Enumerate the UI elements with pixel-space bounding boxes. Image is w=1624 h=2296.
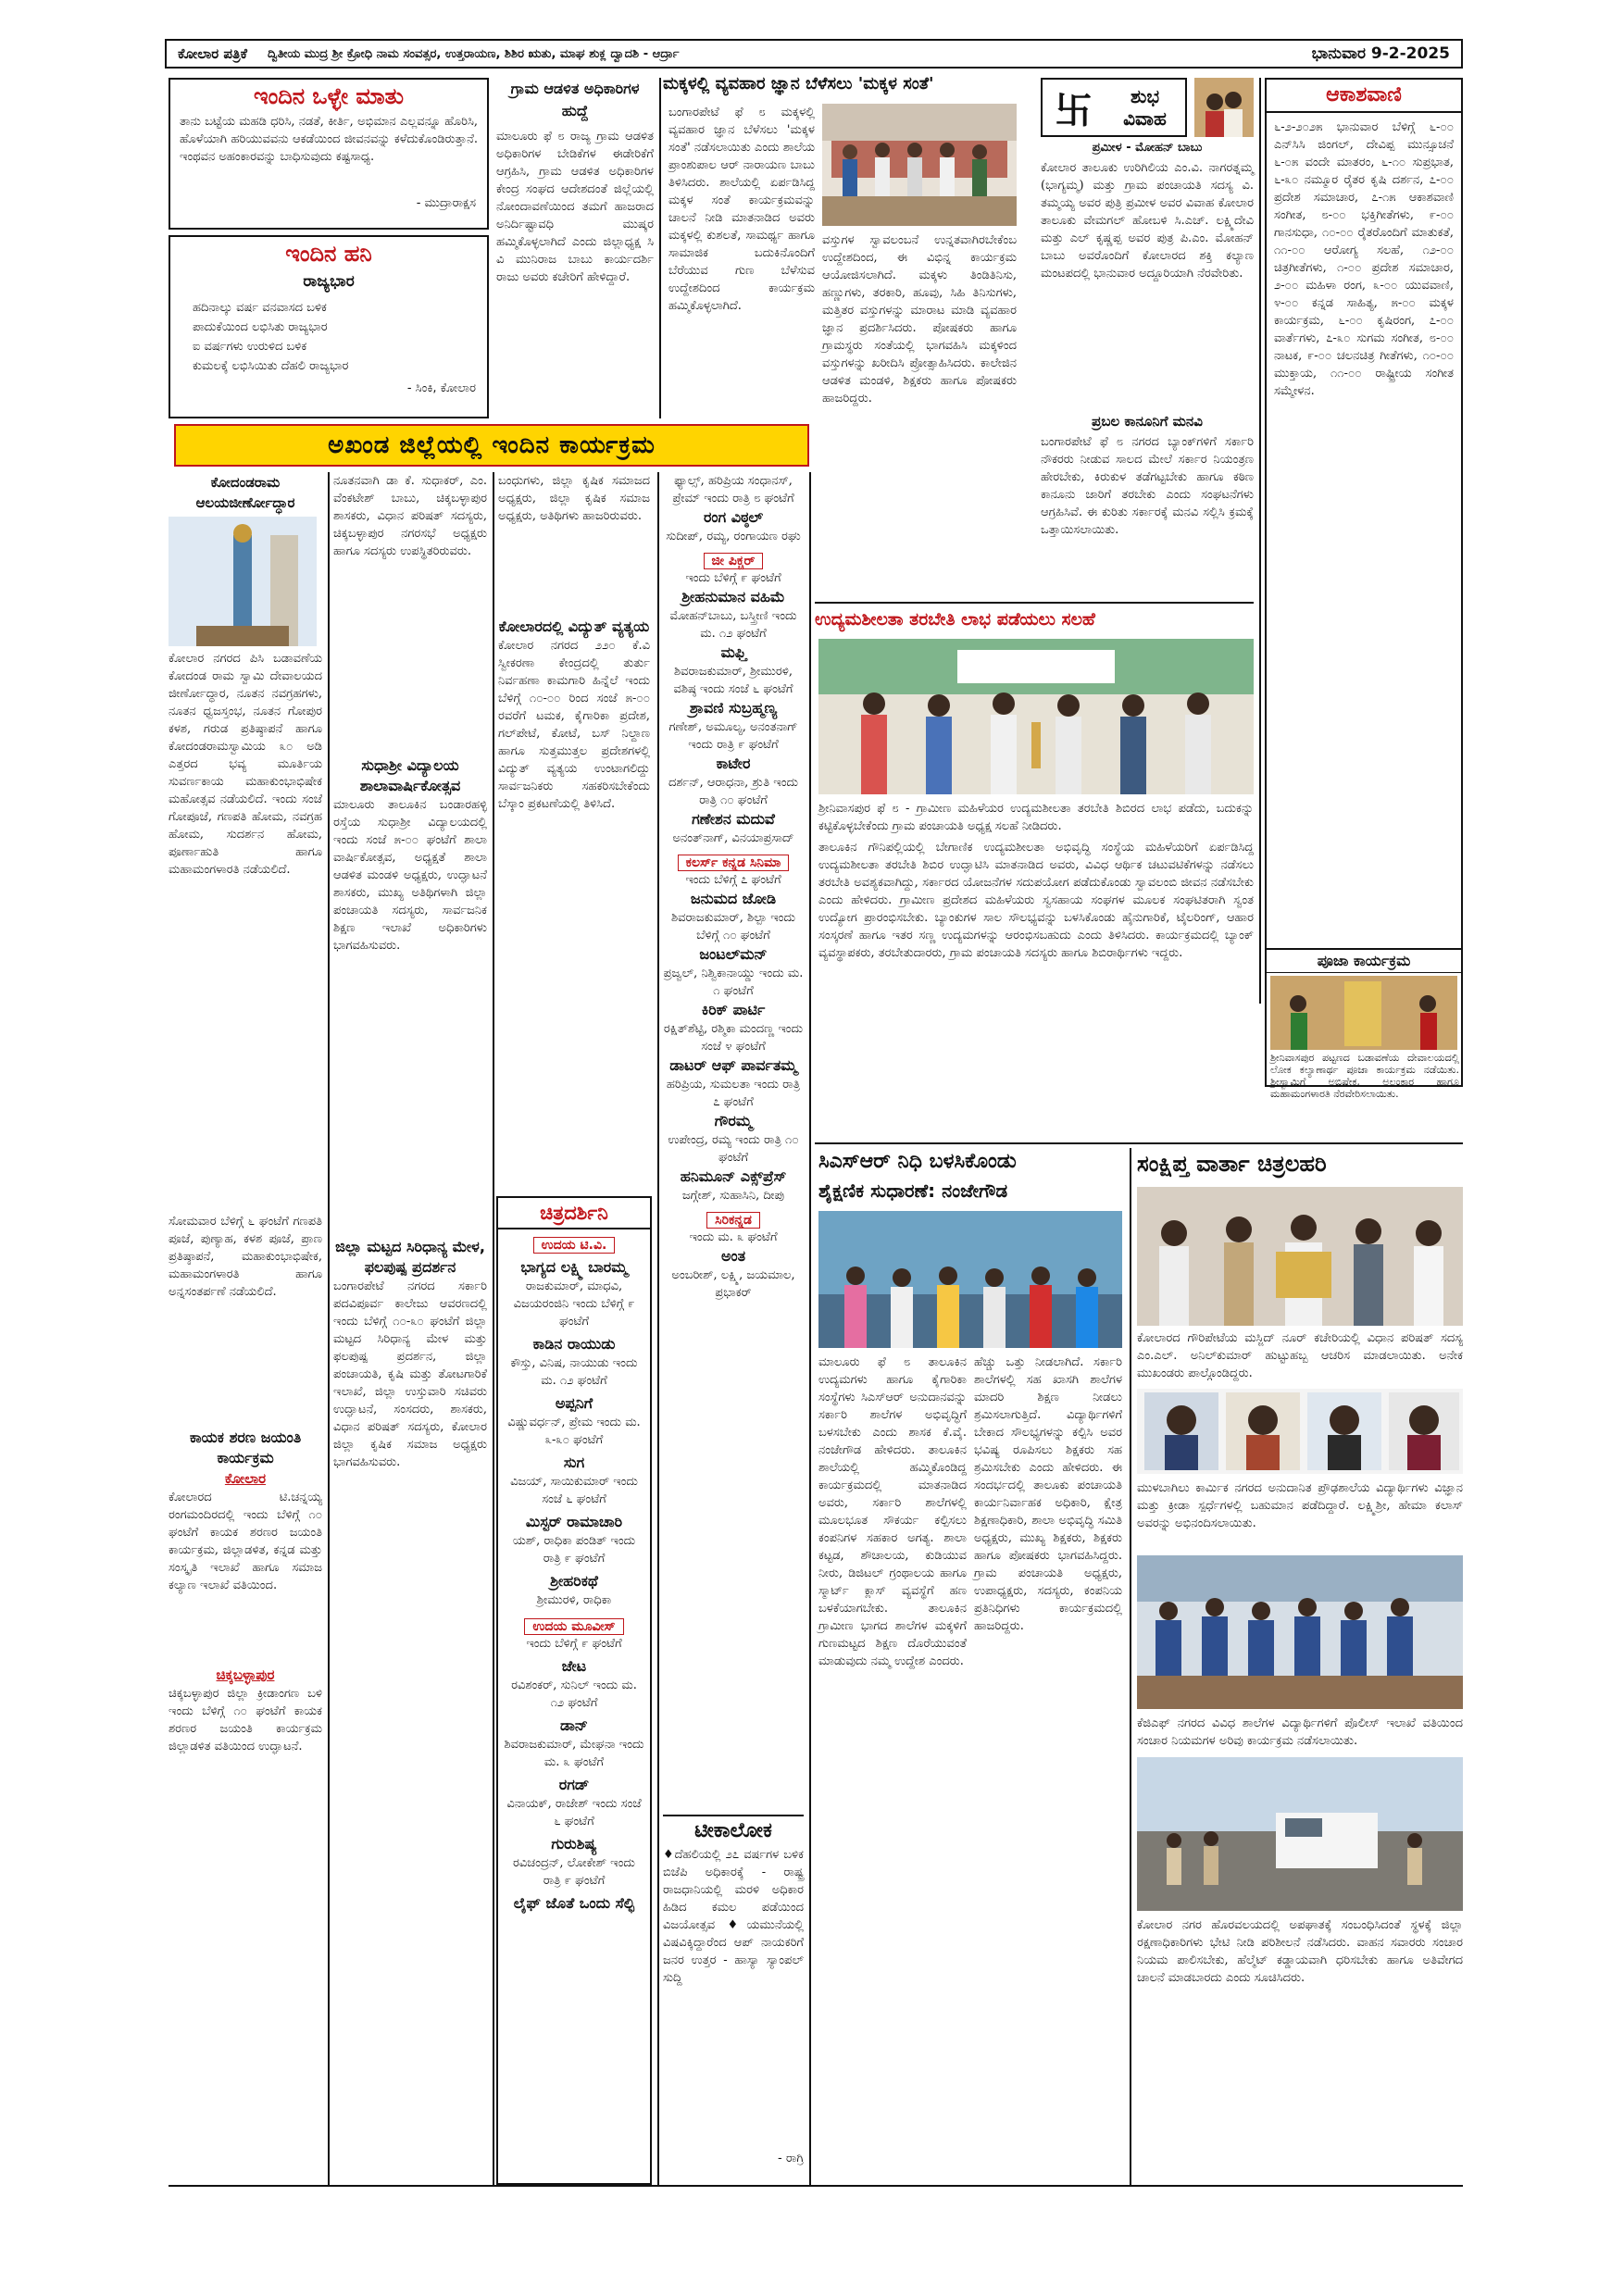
news-photo-3 (1137, 1555, 1463, 1709)
tv-show: ರಂಗ ವಿಠ್ಠಲ್ (703, 508, 764, 526)
udaya-movies-label: ಉದಯ ಮೂವೀಸ್ (524, 1618, 623, 1635)
siridhanya-title: ಜಿಲ್ಲಾ ಮಟ್ಟದ ಸಿರಿಧಾನ್ಯ ಮೇಳ, ಫಲಪುಷ್ಪ ಪ್ರದರ್ಶನ (335, 1238, 485, 1276)
chitra-item: ಡಾನ್ (560, 1716, 588, 1734)
tikaloka-title: ಟೀಕಾಲೋಕ (694, 1819, 772, 1842)
radio-box (1265, 78, 1463, 1004)
chitra-item-desc: ರವಿಶಂಕರ್, ಸುನಿಲ್ ಇಂದು ಮ. ೧೨ ಘಂಟೆಗೆ (511, 1678, 637, 1710)
chitra-item-desc: ಶ್ರೀಮುರಳಿ, ರಾಧಿಕಾ (536, 1593, 612, 1607)
news-cap-2: ಮುಳಬಾಗಿಲು ಕಾರ್ಮಿಕ ನಗರದ ಅನುದಾನಿತ ಪ್ರೌಢಶಾಲೆಯ ವಿದ್ಯಾರ್ಥಿಗಳು ವಿಜ್ಞಾನ ಮತ್ತು ಕ್ರೀಡಾ ಸ್ಪರ್ಧೆಗಳಲ್ಲಿ ಬಹುಮಾನ ಪಡೆದಿದ್ದಾರೆ. ಲಕ್ಷ್ಮಿಶ್ರೀ, ಹೇಮಾ ಕಲಾಸ್ ಅವರನ್ನು ಅಭಿನಂದಿಸಲಾಯಿತು. (1137, 1481, 1463, 1530)
tv-show: ಹನಿಮೂನ್ ಎಕ್ಸ್‌ಪ್ರೆಸ್ (680, 1167, 787, 1185)
power-text: ಕೋಲಾರ ನಗರದ ೨೨೦ ಕೆ.ವಿ ಸ್ವೀಕರಣಾ ಕೇಂದ್ರದಲ್ಲಿ ತುರ್ತು ನಿರ್ವಹಣಾ ಕಾಮಗಾರಿ ಹಿನ್ನೆಲೆ ಇಂದು ಬೆಳಿಗ್ಗೆ ೧೦-೦೦ ರಿಂದ ಸಂಜೆ ೫-೦೦ ರವರೆಗೆ ಟಮಕ, ಕೈಗಾರಿಕಾ ಪ್ರದೇಶ, ಗಲ್‌ಪೇಟೆ, ಕೋಟೆ, ಬಸ್ ನಿಲ್ದಾಣ ಹಾಗೂ ಸುತ್ತಮುತ್ತಲ ಪ್ರದೇಶಗಳಲ್ಲಿ ವಿದ್ಯುತ್ ವ್ಯತ್ಯಯ ಉಂಟಾಗಲಿದ್ದು ಸಾರ್ವಜನಿಕರು ಸಹಕರಿಸಬೇಕೆಂದು ಬೆಸ್ಕಾಂ ಪ್ರಕಟಣೆಯಲ್ಲಿ ತಿಳಿಸಿದೆ. (498, 639, 650, 811)
wedding-title: ಶುಭ ವಿವಾಹ (1123, 85, 1167, 130)
drop-subtitle: ರಾಜ್ಯಭಾರ (303, 272, 355, 291)
drop-credit: - ಸಿಂಕಿ, ಕೋಲಾರ (406, 381, 476, 395)
tv-show-desc: ಸುದೀಪ್, ರಮ್ಯ, ರಂಗಾಯಣ ರಘು (666, 530, 801, 543)
chitra-item-desc: ಯಶ್, ರಾಧಿಕಾ ಪಂಡಿತ್ ಇಂದು ರಾತ್ರಿ ೯ ಘಂಟೆಗೆ (512, 1534, 636, 1566)
pooja-title: ಪೂಜಾ ಕಾರ್ಯಕ್ರಮ (1267, 950, 1461, 973)
chitra-item: ಗುರುಶಿಷ್ಯ (551, 1835, 597, 1853)
chikkaballapur-place: ಚಿಕ್ಕಬಳ್ಳಾಪುರ (216, 1666, 275, 1683)
chikkaballapur-text: ಚಿಕ್ಕಬಳ್ಳಾಪುರ ಜಿಲ್ಲಾ ಕ್ರೀಡಾಂಗಣ ಬಳಿ ಇಂದು ಬೆಳಿಗ್ಗೆ ೧೦ ಘಂಟೆಗೆ ಕಾಯಕ ಶರಣರ ಜಯಂತಿ ಕಾರ್ಯಕ್ರಮ ಜಿಲ್ಲಾಡಳಿತ ವತಿಯಿಂದ ಉದ್ಘಾಟನೆ. (169, 1687, 322, 1753)
tv-show: ಜಂಟಲ್‌ಮನ್ (699, 945, 768, 963)
chitra-item: ಲೈಫ್ ಜೊತೆ ಒಂದು ಸೆಲ್ಫಿ (513, 1894, 635, 1912)
village-title: ಗ್ರಾಮ ಆಡಳಿತ ಅಧಿಕಾರಿಗಳ ಹುದ್ದೆ (510, 80, 640, 119)
chitra-title: ಚಿತ್ರದರ್ಶಿನಿ (498, 1198, 650, 1229)
santhe-photo (822, 104, 1017, 226)
rama-statue-photo (169, 517, 317, 646)
zee-picture-label: ಜೀ ಪಿಕ್ಚರ್ (704, 553, 764, 569)
csr-col1: ಮಾಲೂರು ಫೆ ೮ ತಾಲೂಕಿನ ಉದ್ಯಮಗಳು ಹಾಗೂ ಕೈಗಾರಿಕಾ ಸಂಸ್ಥೆಗಳು ಸಿಎಸ್‌ಆರ್ ಅನುದಾನವನ್ನು ಸರ್ಕಾರಿ ಶಾಲೆಗಳ ಅಭಿವೃದ್ಧಿಗೆ ಬಳಸಬೇಕು ಎಂದು ಶಾಸಕ ಕೆ.ವೈ. ನಂಜೇಗೌಡ ಹೇಳಿದರು. ತಾಲೂಕಿನ ಶಾಲೆಯಲ್ಲಿ ಹಮ್ಮಿಕೊಂಡಿದ್ದ ಕಾರ್ಯಕ್ರಮದಲ್ಲಿ ಮಾತನಾಡಿದ ಅವರು, ಸರ್ಕಾರಿ ಶಾಲೆಗಳಲ್ಲಿ ಮೂಲಭೂತ ಸೌಕರ್ಯ ಕಲ್ಪಿಸಲು ಕಂಪನಿಗಳ ಸಹಕಾರ ಅಗತ್ಯ. ಶಾಲಾ ಕಟ್ಟಡ, ಶೌಚಾಲಯ, ಕುಡಿಯುವ ನೀರು, ಡಿಜಿಟಲ್ ಗ್ರಂಥಾಲಯ ಹಾಗೂ ಸ್ಮಾರ್ಟ್ ಕ್ಲಾಸ್ ವ್ಯವಸ್ಥೆಗೆ ಹಣ ಬಳಕೆಯಾಗಬೇಕು. ತಾಲೂಕಿನ ಗ್ರಾಮೀಣ ಭಾಗದ ಶಾಲೆಗಳ ಮಕ್ಕಳಿಗೆ ಗುಣಮಟ್ಟದ ಶಿಕ್ಷಣ ದೊರೆಯುವಂತೆ ಮಾಡುವುದು ನಮ್ಮ ಉದ್ದೇಶ ಎಂದರು. (818, 1355, 967, 1668)
tv-show-desc: ಉಪೇಂದ್ರ, ರಮ್ಯ ಇಂದು ರಾತ್ರಿ ೧೦ ಘಂಟೆಗೆ (668, 1133, 799, 1165)
tv-show: ಗೌರಮ್ಮ (714, 1112, 753, 1129)
radio-title: ಆಕಾಶವಾಣಿ (1267, 80, 1461, 113)
chitra-item-desc: ಕೌಸ್ತು, ವಿನಿಷ, ನಾಯುಡು ಇಂದು ಮ. ೧೨ ಘಂಟೆಗೆ (510, 1356, 638, 1388)
chitra-ch2-time: ಇಂದು ಬೆಳಿಗ್ಗೆ ೯ ಘಂಟೆಗೆ (526, 1637, 622, 1651)
arrest-text: ಬಂಗಾರಪೇಟೆ ಫೆ ೮ ನಗರದ ಬ್ಯಾಂಕ್‌ಗಳಿಗೆ ಸರ್ಕಾರಿ ನೌಕರರು ನೀಡುವ ಸಾಲದ ಮೇಲೆ ಸರ್ಕಾರ ನಿಯಂತ್ರಣ ಹೇರಬೇಕು, ಕಿರುಕುಳ ತಡೆಗಟ್ಟಬೇಕು ಹಾಗೂ ಕಠಿಣ ಕಾನೂನು ಜಾರಿಗೆ ತರಬೇಕು ಎಂದು ಸಂಘಟನೆಗಳು ಆಗ್ರಹಿಸಿವೆ. ಈ ಕುರಿತು ಸರ್ಕಾರಕ್ಕೆ ಮನವಿ ಸಲ್ಲಿಸಿ ಕ್ರಮಕ್ಕೆ ಒತ್ತಾಯಿಸಲಾಯಿತು. (1041, 435, 1254, 537)
santhe-col1: ಬಂಗಾರಪೇಟೆ ಫೆ ೮ ಮಕ್ಕಳಲ್ಲಿ ವ್ಯವಹಾರ ಜ್ಞಾನ ಬೆಳೆಸಲು 'ಮಕ್ಕಳ ಸಂತೆ' ನಡೆಸಲಾಯಿತು ಎಂದು ಶಾಲೆಯ ಪ್ರಾಂಶುಪಾಲ ಆರ್ ನಾರಾಯಣ ಬಾಬು ತಿಳಿಸಿದರು. ಶಾಲೆಯಲ್ಲಿ ಏರ್ಪಡಿಸಿದ್ದ ಮಕ್ಕಳ ಸಂತೆ ಕಾರ್ಯಕ್ರಮವನ್ನು ಚಾಲನೆ ನೀಡಿ ಮಾತನಾಡಿದ ಅವರು ಮಕ್ಕಳಲ್ಲಿ ಕುಶಲತೆ, ಸಾಮರ್ಥ್ಯ ಹಾಗೂ ಸಾಮಾಜಿಕ ಬದುಕಿನೊಂದಿಗೆ ಬೆರೆಯುವ ಗುಣ ಬೆಳೆಸುವ ಉದ್ದೇಶದಿಂದ ಕಾರ್ಯಕ್ರಮ ಹಮ್ಮಿಕೊಳ್ಳಲಾಗಿದೆ. (668, 106, 815, 313)
tv-show: ಡಾಟರ್ ಆಫ್ ಪಾರ್ವತಮ್ಮ (669, 1056, 797, 1074)
tv-show-desc: ರಕ್ಷಿತ್‌ಶೆಟ್ಟಿ, ರಶ್ಮಿಕಾ ಮಂದಣ್ಣ ಇಂದು ಸಂಜೆ ೪ ಘಂಟೆಗೆ (663, 1022, 804, 1054)
tv-show: ಗಣೇಶನ ಮದುವೆ (692, 810, 775, 828)
udyama-caption: ಶ್ರೀನಿವಾಸಪುರ ಫೆ ೮ - ಗ್ರಾಮೀಣ ಮಹಿಳೆಯರ ಉದ್ಯಮಶೀಲತಾ ತರಬೇತಿ ಶಿಬಿರದ ಲಾಭ ಪಡೆದು, ಬದುಕನ್ನು ಕಟ್ಟಿಕೊಳ್ಳಬೇಕೆಂದು ಗ್ರಾಮ ಪಂಚಾಯತಿ ಅಧ್ಯಕ್ಷ ಸಲಹೆ ನೀಡಿದರು. (818, 802, 1254, 833)
tv-show-desc: ಶಿವರಾಜಕುಮಾರ್, ಶಿಲ್ಪಾ ಇಂದು ಬೆಳಿಗ್ಗೆ ೧೦ ಘಂಟೆಗೆ (671, 911, 795, 942)
ch2-time: ಇಂದು ಬೆಳಿಗ್ಗೆ ೭ ಘಂಟೆಗೆ (685, 873, 781, 887)
tv-show-desc: ಗಣೇಶ್, ಅಮೂಲ್ಯ, ಅನಂತನಾಗ್ ಇಂದು ರಾತ್ರಿ ೯ ಘಂಟೆಗೆ (668, 720, 798, 752)
tv-show: ಶ್ರಾವಣಿ ಸುಬ್ರಹ್ಮಣ್ಯ (689, 699, 778, 717)
sudhashri-title: ಸುಧಾಶ್ರೀ ವಿದ್ಯಾಲಯ ಶಾಲಾವಾರ್ಷಿಕೋತ್ಸವ (359, 756, 461, 794)
swastik-icon: 卐 (1055, 89, 1093, 132)
chitra-item: ಸುಗ (563, 1454, 585, 1471)
pooja-box (1265, 948, 1463, 1100)
news-cap-1: ಕೋಲಾರದ ಗೌರಿಪೇಟೆಯ ಮಸ್ಜಿದ್ ನೂರ್ ಕಚೇರಿಯಲ್ಲಿ ವಿಧಾನ ಪರಿಷತ್ ಸದಸ್ಯ ಎಂ.ಎಲ್. ಅನಿಲ್‌ಕುಮಾರ್ ಹುಟ್ಟುಹಬ್ಬ ಆಚರಿಸ ಮಾಡಲಾಯಿತು. ಅನೇಕ ಮುಖಂಡರು ಪಾಲ್ಗೊಂಡಿದ್ದರು. (1137, 1331, 1463, 1380)
tv-show-desc: ಮೋಹನ್‌ಬಾಬು, ಬಸ್ತ್ರೀಣಿ ಇಂದು ಮ. ೧೨ ಘಂಟೆಗೆ (669, 609, 797, 641)
wedding-photo (1194, 78, 1254, 137)
tv-show-desc: ಜಗ್ಗೇಶ್, ಸುಹಾಸಿನಿ, ದೀಪು (681, 1189, 785, 1203)
kodanda-title: ಕೋದಂಡರಾಮ ಆಲಯಜೀರ್ಣೋದ್ಧಾರ (195, 474, 295, 511)
kodanda-text: ಕೋಲಾರ ನಗರದ ಪಿಸಿ ಬಡಾವಣೆಯ ಕೋದಂಡ ರಾಮ ಸ್ವಾಮಿ ದೇವಾಲಯದ ಜೀರ್ಣೋದ್ಧಾರ, ನೂತನ ನವಗ್ರಹಗಳು, ನೂತನ ಧ್ವಜಸ್ತಂಭ, ನೂತನ ಗೋಪುರ ಕಳಶ, ಗರುಡ ಪ್ರತಿಷ್ಠಾಪನೆ ಹಾಗೂ ಕೋದಂಡರಾಮಸ್ವಾಮಿಯ ೩೦ ಅಡಿ ಎತ್ತರದ ಭವ್ಯ ಮೂರ್ತಿಯ ಸುವರ್ಣಕಾಯ ಮಹಾಕುಂಭಾಭಿಷೇಕ ಮಹೋತ್ಸವ ನಡೆಯಲಿದೆ. ಇಂದು ಸಂಜೆ ಗೋಪೂಜೆ, ಗಣಪತಿ ಹೋಮ, ನವಗ್ರಹ ಹೋಮ, ಸುದರ್ಶನ ಹೋಮ, ಪೂರ್ಣಾಹುತಿ ಹಾಗೂ ಮಹಾಮಂಗಳಾರತಿ ನಡೆಯಲಿದೆ. (169, 652, 322, 877)
banner (174, 424, 809, 467)
kodanda-text2: ಸೋಮವಾರ ಬೆಳಿಗ್ಗೆ ೬ ಘಂಟೆಗೆ ಗಣಪತಿ ಪೂಜೆ, ಪುಣ್ಯಾಹ, ಕಳಶ ಪೂಜೆ, ಪ್ರಾಣ ಪ್ರತಿಷ್ಠಾಪನೆ, ಮಹಾಕುಂಭಾಭಿಷೇಕ, ಮಹಾಮಂಗಳಾರತಿ ಹಾಗೂ ಅನ್ನಸಂತರ್ಪಣೆ ನಡೆಯಲಿದೆ. (169, 1215, 322, 1299)
drop-box (169, 235, 489, 418)
chitra-item: ಮಿಸ್ಟರ್ ರಾಮಾಚಾರಿ (525, 1513, 623, 1530)
drop-line: ಪಾದುಕೆಯಿಂದ ಲಭಿಸಿತು ರಾಜ್ಯಭಾರ (193, 320, 328, 334)
csr-subtitle: ಶೈಕ್ಷಣಿಕ ಸುಧಾರಣೆ: ನಂಜೇಗೌಡ (818, 1179, 1008, 1202)
tv-show: ಅಂತ (720, 1247, 746, 1265)
news-photo-1 (1137, 1187, 1463, 1326)
udyama-title: ಉದ್ಯಮಶೀಲತಾ ತರಬೇತಿ ಲಾಭ ಪಡೆಯಲು ಸಲಹೆ (815, 609, 1095, 630)
tikaloka-credit: - ರಾಗ್ರಿ (778, 2152, 804, 2165)
wedding-couple: ಪ್ರಮೀಳ - ಮೋಹನ್ ಬಾಬು (1092, 141, 1203, 155)
chitra-item: ಭಾಗ್ಯದ ಲಕ್ಷ್ಮಿ ಬಾರಮ್ಮ (520, 1258, 628, 1276)
chitra-item-desc: ವಿಜಯ್, ಸಾಯಿಕುಮಾರ್ ಇಂದು ಸಂಜೆ ೬ ಘಂಟೆಗೆ (510, 1475, 638, 1506)
tv-show: ಕಿರಿಕ್ ಪಾರ್ಟಿ (701, 1001, 766, 1018)
wedding-text: ಕೋಲಾರ ತಾಲೂಕು ಉರಿಗಿಲಿಯ ಎಂ.ವಿ. ನಾಗರತ್ನಮ್ಮ (ಭಾಗ್ಯಮ್ಮ) ಮತ್ತು ಗ್ರಾಮ ಪಂಚಾಯತಿ ಸದಸ್ಯ ವಿ. ತಮ್ಮಯ್ಯ ಅವರ ಪುತ್ರಿ ಪ್ರಮೀಳ ಅವರ ವಿವಾಹ ಕೋಲಾರ ತಾಲೂಕು ವೇಮಗಲ್ ಹೋಬಳಿ ಸಿ.ಎಚ್. ಲಕ್ಷ್ಮಿದೇವಿ ಮತ್ತು ಎಲ್ ಕೃಷ್ಣಪ್ಪ ಅವರ ಪುತ್ರ ಪಿ.ಎಂ. ಮೋಹನ್ ಬಾಬು ಅವರೊಂದಿಗೆ ಕೋಲಾರದ ಶಕ್ತಿ ಕಲ್ಯಾಣ ಮಂಟಪದಲ್ಲಿ ಭಾನುವಾರ ಅದ್ದೂರಿಯಾಗಿ ನೆರವೇರಿತು. (1041, 161, 1254, 281)
thought-box (169, 78, 489, 230)
santhe-title: ಮಕ್ಕಳಲ್ಲಿ ವ್ಯವಹಾರ ಜ್ಞಾನ ಬೆಳೆಸಲು 'ಮಕ್ಕಳ ಸಂತೆ' (663, 74, 934, 94)
news-cap-4: ಕೋಲಾರ ನಗರ ಹೊರವಲಯದಲ್ಲಿ ಅಪಘಾತಕ್ಕೆ ಸಂಬಂಧಿಸಿದಂತೆ ಸ್ಥಳಕ್ಕೆ ಜಿಲ್ಲಾ ರಕ್ಷಣಾಧಿಕಾರಿಗಳು ಭೇಟಿ ನೀಡಿ ಪರಿಶೀಲನೆ ನಡೆಸಿದರು. ವಾಹನ ಸವಾರರು ಸಂಚಾರ ನಿಯಮ ಪಾಲಿಸಬೇಕು, ಹೆಲ್ಮೆಟ್ ಕಡ್ಡಾಯವಾಗಿ ಧರಿಸಬೇಕು ಹಾಗೂ ಅತಿವೇಗದ ಚಾಲನೆ ಮಾಡಬಾರದು ಎಂದು ಸೂಚಿಸಿದರು. (1137, 1918, 1463, 1985)
col4-top: ಫ್ಯಾಲ್ಸ್, ಹರಿಪ್ರಿಯ ಸಂಧಾನಸ್, ಪ್ರೇಮ್ ಇಂದು ರಾತ್ರಿ ೮ ಘಂಟೆಗೆ (672, 474, 794, 505)
chitra-item-desc: ವಿನಾಯಕ್, ರಾಜೇಶ್ ಇಂದು ಸಂಜೆ ೬ ಘಂಟೆಗೆ (506, 1797, 642, 1828)
chitra-box (496, 1196, 652, 2185)
chitra-item: ಅಪ್ಪನಿಗೆ (555, 1394, 593, 1412)
csr-photo (818, 1211, 1122, 1348)
arrest-title: ಪ್ರಬಲ ಕಾನೂನಿಗೆ ಮನವಿ (1092, 413, 1203, 430)
csr-col2: ಹೆಚ್ಚು ಒತ್ತು ನೀಡಲಾಗಿದೆ. ಸರ್ಕಾರಿ ಶಾಲೆಗಳಲ್ಲಿ ಸಹ ಖಾಸಗಿ ಶಾಲೆಗಳ ಮಾದರಿ ಶಿಕ್ಷಣ ನೀಡಲು ಶ್ರಮಿಸಲಾಗುತ್ತಿದೆ. ವಿದ್ಯಾರ್ಥಿಗಳಿಗೆ ಬೇಕಾದ ಸೌಲಭ್ಯಗಳನ್ನು ಕಲ್ಪಿಸಿ ಅವರ ಭವಿಷ್ಯ ರೂಪಿಸಲು ಶಿಕ್ಷಕರು ಸಹ ಶ್ರಮಿಸಬೇಕು ಎಂದು ಹೇಳಿದರು. ಈ ಸಂದರ್ಭದಲ್ಲಿ ತಾಲೂಕು ಪಂಚಾಯತಿ ಕಾರ್ಯನಿರ್ವಾಹಕ ಅಧಿಕಾರಿ, ಕ್ಷೇತ್ರ ಶಿಕ್ಷಣಾಧಿಕಾರಿ, ಶಾಲಾ ಅಭಿವೃದ್ಧಿ ಸಮಿತಿ ಅಧ್ಯಕ್ಷರು, ಮುಖ್ಯ ಶಿಕ್ಷಕರು, ಶಿಕ್ಷಕರು ಹಾಗೂ ಪೋಷಕರು ಭಾಗವಹಿಸಿದ್ದರು. ಗ್ರಾಮ ಪಂಚಾಯತಿ ಅಧ್ಯಕ್ಷರು, ಉಪಾಧ್ಯಕ್ಷರು, ಸದಸ್ಯರು, ಕಂಪನಿಯ ಪ್ರತಿನಿಧಿಗಳು ಕಾರ್ಯಕ್ರಮದಲ್ಲಿ ಹಾಜರಿದ್ದರು. (974, 1355, 1122, 1633)
tv-show-desc: ಹರಿಪ್ರಿಯ, ಸುಮಲತಾ ಇಂದು ರಾತ್ರಿ ೭ ಘಂಟೆಗೆ (666, 1078, 801, 1109)
news-title: ಸಂಕ್ಷಿಪ್ತ ವಾರ್ತಾ ಚಿತ್ರಲಹರಿ (1137, 1151, 1327, 1177)
tv-show: ಮಫ್ತಿ (720, 643, 746, 661)
chitra-item: ಕಾಡಿನ ರಾಯುಡು (532, 1335, 616, 1353)
kayaka-place: ಕೋಲಾರ (224, 1470, 267, 1487)
thought-title: ಇಂದಿನ ಒಳ್ಳೇ ಮಾತು (254, 83, 404, 109)
news-photo-4 (1137, 1757, 1463, 1911)
tv-show: ಜನುಮದ ಜೋಡಿ (690, 890, 777, 907)
power-title: ಕೋಲಾರದಲ್ಲಿ ವಿದ್ಯುತ್ ವ್ಯತ್ಯಯ (498, 618, 650, 635)
drop-line: ಕುಮಲಕ್ಕೆ ಲಭಿಸಿಯಿತು ದೆಹಲಿ ರಾಜ್ಯಭಾರ (193, 359, 349, 373)
chitra-item: ಜೇಟ (561, 1657, 587, 1675)
col3-text1: ಬಂಧುಗಳು, ಜಿಲ್ಲಾ ಕೃಷಿಕ ಸಮಾಜದ ಅಧ್ಯಕ್ಷರು, ಜಿಲ್ಲಾ ಕೃಷಿಕ ಸಮಾಜ ಅಧ್ಯಕ್ಷರು, ಅತಿಥಿಗಳು ಹಾಜರಿರುವರು. (498, 474, 650, 523)
tikaloka (663, 1815, 804, 2185)
colors-cinema-label: ಕಲರ್ಸ್ ಕನ್ನಡ ಸಿನಿಮಾ (678, 855, 790, 871)
chitra-item-desc: ರಾಜಕುಮಾರ್, ಮಾಧವಿ, ವಿಜಯರಂಜಿನಿ ಇಂದು ಬೆಳಿಗ್ಗೆ ೯ ಘಂಟೆಗೆ (513, 1279, 635, 1329)
banner-text: ಅಖಂಡ ಜಿಲ್ಲೆಯಲ್ಲಿ ಇಂದಿನ ಕಾರ್ಯಕ್ರಮ (328, 430, 656, 459)
tv-show-desc: ಶಿವರಾಜಕುಮಾರ್, ಶ್ರೀಮುರಳಿ, ವಶಿಷ್ಠ ಇಂದು ಸಂಜೆ ೬ ಘಂಟೆಗೆ (673, 665, 793, 696)
village-text: ಮಾಲೂರು ಫೆ ೮ ರಾಜ್ಯ ಗ್ರಾಮ ಆಡಳಿತ ಅಧಿಕಾರಿಗಳ ಬೇಡಿಕೆಗಳ ಈಡೇರಿಕೆಗೆ ಆಗ್ರಹಿಸಿ, ಗ್ರಾಮ ಆಡಳಿತ ಅಧಿಕಾರಿಗಳ ಕೇಂದ್ರ ಸಂಘದ ಆದೇಶದಂತೆ ಜಿಲ್ಲೆಯಲ್ಲಿ ನೋಂದಾವಣೆಯಿಂದ ತಮಗೆ ಹಾಜರಾದ ಅನಿರ್ದಿಷ್ಟಾವಧಿ ಮುಷ್ಕರ ಹಮ್ಮಿಕೊಳ್ಳಲಾಗಿದೆ ಎಂದು ಜಿಲ್ಲಾಧ್ಯಕ್ಷ ಸಿ ವಿ ಮುನಿರಾಜ ಬಾಬು ಕಾರ್ಯದರ್ಶಿ ರಾಜು ಅವರು ಕಚೇರಿಗೆ ಹೇಳಿದ್ದಾರೆ. (496, 130, 654, 284)
santhe-col2: ವಸ್ತುಗಳ ಸ್ವಾವಲಂಬನೆ ಉನ್ನತವಾಗಿರಬೇಕೆಂಬ ಉದ್ದೇಶದಿಂದ, ಈ ವಿಭಿನ್ನ ಕಾರ್ಯಕ್ರಮ ಆಯೋಜಿಸಲಾಗಿದೆ. ಮಕ್ಕಳು ತಿಂಡಿತಿನಿಸು, ಹಣ್ಣುಗಳು, ತರಕಾರಿ, ಹೂವು, ಸಿಹಿ ತಿನಿಸುಗಳು, ಮತ್ತಿತರ ವಸ್ತುಗಳನ್ನು ಮಾರಾಟ ಮಾಡಿ ವ್ಯವಹಾರ ಜ್ಞಾನ ಪ್ರದರ್ಶಿಸಿದರು. ಪೋಷಕರು ಹಾಗೂ ಗ್ರಾಮಸ್ಥರು ಸಂತೆಯಲ್ಲಿ ಭಾಗವಹಿಸಿ ಮಕ್ಕಳಿಂದ ವಸ್ತುಗಳನ್ನು ಖರೀದಿಸಿ ಪ್ರೋತ್ಸಾಹಿಸಿದರು. ಕಾಲೇಜಿನ ಆಡಳಿತ ಮಂಡಳಿ, ಶಿಕ್ಷಕರು ಹಾಗೂ ಪೋಷಕರು ಹಾಜರಿದ್ದರು. (822, 233, 1017, 406)
chitra-item-desc: ರವಿಚಂದ್ರನ್, ಲೋಕೇಶ್ ಇಂದು ರಾತ್ರಿ ೯ ಘಂಟೆಗೆ (513, 1856, 635, 1888)
ch1-time: ಇಂದು ಬೆಳಿಗ್ಗೆ ೯ ಘಂಟೆಗೆ (685, 571, 781, 585)
sudhashri-text: ಮಾಲೂರು ತಾಲೂಕಿನ ಬಂಡಾರಹಳ್ಳಿ ರಸ್ತೆಯ ಸುಧಾಶ್ರೀ ವಿದ್ಯಾಲಯದಲ್ಲಿ ಇಂದು ಸಂಜೆ ೫-೦೦ ಘಂಟೆಗೆ ಶಾಲಾ ವಾರ್ಷಿಕೋತ್ಸವ, ಅಧ್ಯಕ್ಷತೆ ಶಾಲಾ ಆಡಳಿತ ಮಂಡಳಿ ಅಧ್ಯಕ್ಷರು, ಉದ್ಘಾಟನೆ ಶಾಸಕರು, ಮುಖ್ಯ ಅತಿಥಿಗಳಾಗಿ ಜಿಲ್ಲಾ ಪಂಚಾಯತಿ ಸದಸ್ಯರು, ಸಾರ್ವಜನಿಕ ಶಿಕ್ಷಣ ಇಲಾಖೆ ಅಧಿಕಾರಿಗಳು ಭಾಗವಹಿಸುವರು. (333, 798, 487, 953)
chitra-item-desc: ವಿಷ್ಣುವರ್ಧನ್, ಪ್ರೇಮ ಇಂದು ಮ. ೩-೩೦ ಘಂಟೆಗೆ (507, 1416, 641, 1447)
kayaka-text: ಕೋಲಾರದ ಟಿ.ಚನ್ನಯ್ಯ ರಂಗಮಂದಿರದಲ್ಲಿ ಇಂದು ಬೆಳಿಗ್ಗೆ ೧೦ ಘಂಟೆಗೆ ಕಾಯಕ ಶರಣರ ಜಯಂತಿ ಕಾರ್ಯಕ್ರಮ, ಜಿಲ್ಲಾಡಳಿತ, ಕನ್ನಡ ಮತ್ತು ಸಂಸ್ಕೃತಿ ಇಲಾಖೆ ಹಾಗೂ ಸಮಾಜ ಕಲ್ಯಾಣ ಇಲಾಖೆ ವತಿಯಿಂದ. (169, 1491, 322, 1592)
issue-date: ಭಾನುವಾರ 9-2-2025 (1311, 44, 1450, 63)
pooja-caption: ಶ್ರೀನಿವಾಸಪುರ ಪಟ್ಟಣದ ಬಡಾವಣೆಯ ದೇವಾಲಯದಲ್ಲಿ ಲೋಕ ಕಲ್ಯಾಣಾರ್ಥ ಪೂಜಾ ಕಾರ್ಯಕ್ರಮ ನಡೆಯಿತು. ಶ್ರೀಸ್ವಾಮಿಗೆ ಅಭಿಷೇಕ, ಅಲಂಕಾರ ಹಾಗೂ ಮಹಾಮಂಗಳಾರತಿ ನೆರವೇರಿಸಲಾಯಿತು. (1270, 1052, 1459, 1100)
news-photo-2 (1137, 1389, 1463, 1474)
almanac-line: ದ್ವಿತೀಯ ಮುದ್ರ ಶ್ರೀ ಕ್ರೋಧಿ ನಾಮ ಸಂವತ್ಸರ, ಉತ್ತರಾಯಣ, ಶಿಶಿರ ಋತು, ಮಾಘ ಶುಕ್ಲ ದ್ವಾದಶಿ - ಆರ್ದ್ರಾ (267, 46, 680, 61)
paper-name: ಕೋಲಾರ ಪತ್ರಿಕೆ (178, 45, 247, 62)
pooja-photo (1270, 976, 1457, 1050)
tv-show-desc: ಪ್ರಜ್ವಲ್, ನಿಶ್ವಿಕಾನಾಯ್ಡು ಇಂದು ಮ. ೧ ಘಂಟೆಗೆ (663, 967, 804, 998)
tv-show: ಶ್ರೀಹನುಮಾನ ವಹಿಮೆ (681, 588, 785, 605)
drop-line: ಹದಿನಾಲ್ಕು ವರ್ಷ ವನವಾಸದ ಬಳಿಕ (193, 301, 327, 315)
udaya-tv-label: ಉದಯ ಟಿ.ವಿ. (533, 1237, 616, 1254)
thought-text: ತಾನು ಬಟ್ಟೆಯ ಮಹಡಿ ಧರಿಸಿ, ನಡತೆ, ಕೀರ್ತಿ, ಅಭಿಮಾನ ಎಲ್ಲವನ್ನೂ ಹೊರಿಸಿ, ಹೊಳೆಯಾಗಿ ಹರಿಯುವವನು ಆಕಡೆಯಿಂದ ಜೀವನವನ್ನು ಕಳೆದುಕೊಂಡಿರುತ್ತಾನೆ. ಇಂಥವನ ಅಹಂಕಾರವನ್ನು ಬಾಧಿಸುವುದು ಕಷ್ಟಸಾಧ್ಯ. (180, 115, 478, 164)
col2-text1: ನೂತನವಾಗಿ ಡಾ ಕೆ. ಸುಧಾಕರ್, ಎಂ. ವೆಂಕಟೇಶ್ ಬಾಬು, ಚಿಕ್ಕಬಳ್ಳಾಪುರ ಶಾಸಕರು, ವಿಧಾನ ಪರಿಷತ್ ಸದಸ್ಯರು, ಚಿಕ್ಕಬಳ್ಳಾಪುರ ನಗರಸಭೆ ಅಧ್ಯಕ್ಷರು ಹಾಗೂ ಸದಸ್ಯರು ಉಪಸ್ಥಿತರಿರುವರು. (333, 474, 487, 558)
tv-show-desc: ಅಂಬರೀಶ್, ಲಕ್ಷ್ಮಿ, ಜಯಮಾಲ, ಪ್ರಭಾಕರ್ (671, 1268, 795, 1300)
siri-kannada-label: ಸಿರಿಕನ್ನಡ (706, 1212, 760, 1229)
wedding-header (1041, 78, 1187, 137)
udyama-photo (818, 639, 1254, 794)
masthead (165, 39, 1463, 69)
programs-col4 (663, 472, 804, 1583)
chitra-item-desc: ಶಿವರಾಜಕುಮಾರ್, ಮೇಘನಾ ಇಂದು ಮ. ೩ ಘಂಟೆಗೆ (504, 1738, 644, 1769)
siridhanya-text: ಬಂಗಾರಪೇಟೆ ನಗರದ ಸರ್ಕಾರಿ ಪದವಿಪೂರ್ವ ಕಾಲೇಜು ಆವರಣದಲ್ಲಿ ಇಂದು ಬೆಳಿಗ್ಗೆ ೧೦-೩೦ ಘಂಟೆಗೆ ಜಿಲ್ಲಾ ಮಟ್ಟದ ಸಿರಿಧಾನ್ಯ ಮೇಳ ಮತ್ತು ಫಲಪುಷ್ಪ ಪ್ರದರ್ಶನ, ಜಿಲ್ಲಾ ಪಂಚಾಯತಿ, ಕೃಷಿ ಮತ್ತು ತೋಟಗಾರಿಕೆ ಇಲಾಖೆ, ಜಿಲ್ಲಾ ಉಸ್ತುವಾರಿ ಸಚಿವರು ಉದ್ಘಾಟನೆ, ಸಂಸದರು, ಶಾಸಕರು, ವಿಧಾನ ಪರಿಷತ್ ಸದಸ್ಯರು, ಕೋಲಾರ ಜಿಲ್ಲಾ ಕೃಷಿಕ ಸಮಾಜ ಅಧ್ಯಕ್ಷರು ಭಾಗವಹಿಸುವರು. (333, 1279, 487, 1469)
drop-line: ಐ ವರ್ಷಗಳು ಉರುಳಿದ ಬಳಿಕ (193, 340, 307, 354)
kayaka-title: ಕಾಯಕ ಶರಣ ಜಯಂತಿ ಕಾರ್ಯಕ್ರಮ (189, 1429, 302, 1466)
tv-show: ಕಾಟೇರ (716, 755, 751, 772)
village-article (496, 78, 654, 418)
drop-title: ಇಂದಿನ ಹನಿ (285, 241, 372, 267)
csr-title: ಸಿಎಸ್‌ಆರ್ ನಿಧಿ ಬಳಸಿಕೊಂಡು (818, 1150, 1017, 1173)
udyama-text: ತಾಲೂಕಿನ ಗೌನಿಪಲ್ಲಿಯಲ್ಲಿ ಬೇಗಾಣಿಕ ಉದ್ಯಮಶೀಲತಾ ಅಭಿವೃದ್ಧಿ ಸಂಸ್ಥೆಯ ಮಹಿಳೆಯರಿಗೆ ಏರ್ಪಡಿಸಿದ್ದ ಉದ್ಯಮಶೀಲತಾ ತರಬೇತಿ ಶಿಬಿರ ಉದ್ಘಾಟಿಸಿ ಮಾತನಾಡಿದ ಅವರು, ವಿವಿಧ ಆರ್ಥಿಕ ಚಟುವಟಿಕೆಗಳನ್ನು ನಡೆಸಲು ತರಬೇತಿ ಅವಶ್ಯಕವಾಗಿದ್ದು, ಸರ್ಕಾರದ ಯೋಜನೆಗಳ ಸದುಪಯೋಗ ಪಡೆದುಕೊಂಡು ಸ್ವಾವಲಂಬಿ ಜೀವನ ನಡೆಸಬೇಕು ಎಂದು ಹೇಳಿದರು. ಗ್ರಾಮೀಣ ಪ್ರದೇಶದ ಮಹಿಳೆಯರು ಸ್ವಸಹಾಯ ಸಂಘಗಳ ಮೂಲಕ ಸಂಘಟಿತರಾಗಿ ಸ್ವಂತ ಉದ್ಯೋಗ ಪ್ರಾರಂಭಿಸಬೇಕು. ಬ್ಯಾಂಕುಗಳ ಸಾಲ ಸೌಲಭ್ಯವನ್ನು ಬಳಸಿಕೊಂಡು ಹೈನುಗಾರಿಕೆ, ಟೈಲರಿಂಗ್, ಆಹಾರ ಸಂಸ್ಕರಣೆ ಹಾಗೂ ಇತರ ಸಣ್ಣ ಉದ್ಯಮಗಳನ್ನು ಆರಂಭಿಸಬಹುದು ಎಂದು ತಿಳಿಸಿದರು. ಕಾರ್ಯಕ್ರಮದಲ್ಲಿ ಬ್ಯಾಂಕ್ ವ್ಯವಸ್ಥಾಪಕರು, ತರಬೇತುದಾರರು, ಗ್ರಾಮ ಪಂಚಾಯತಿ ಸದಸ್ಯರು ಹಾಗೂ ಶಿಬಿರಾರ್ಥಿಗಳು ಇದ್ದರು. (818, 841, 1254, 960)
news-cap-3: ಕೆಜಿಎಫ್ ನಗರದ ವಿವಿಧ ಶಾಲೆಗಳ ವಿದ್ಯಾರ್ಥಿಗಳಿಗೆ ಪೊಲೀಸ್ ಇಲಾಖೆ ವತಿಯಿಂದ ಸಂಚಾರ ನಿಯಮಗಳ ಅರಿವು ಕಾರ್ಯಕ್ರಮ ನಡೆಸಲಾಯಿತು. (1137, 1716, 1463, 1748)
programs-col3 (498, 472, 650, 1213)
chitra-item: ರಗಡ್ (558, 1776, 590, 1793)
radio-text: ೬-೨-೨೦೨೫ ಭಾನುವಾರ ಬೆಳಿಗ್ಗೆ ೬-೦೦ ಎನ್‌ಸಿಸಿ ಜಿಂಗಲ್, ದೇವಿಪ್ಪ ಮುನ್ಸೂಚನೆ ೬-೦೫ ವಂದೇ ಮಾತರಂ, ೬-೧೦ ಸುಪ್ರಭಾತ, ೬-೩೦ ನಮ್ಮೂರ ರೈತರ ಕೃಷಿ ದರ್ಶನ, ೭-೦೦ ಪ್ರದೇಶ ಸಮಾಚಾರ, ೭-೧೫ ಆಕಾಶವಾಣಿ ಸಂಗೀತ, ೮-೦೦ ಭಕ್ತಿಗೀತೆಗಳು, ೯-೦೦ ಗಾನಸುಧಾ, ೧೦-೦೦ ರೈತರೊಂದಿಗೆ ಮಾತುಕತೆ, ೧೧-೦೦ ಆರೋಗ್ಯ ಸಲಹೆ, ೧೨-೦೦ ಚಿತ್ರಗೀತೆಗಳು, ೧-೦೦ ಪ್ರದೇಶ ಸಮಾಚಾರ, ೨-೦೦ ಮಹಿಳಾ ರಂಗ, ೩-೦೦ ಯುವವಾಣಿ, ೪-೦೦ ಕನ್ನಡ ಸಾಹಿತ್ಯ, ೫-೦೦ ಮಕ್ಕಳ ಕಾರ್ಯಕ್ರಮ, ೬-೦೦ ಕೃಷಿರಂಗ, ೭-೦೦ ವಾರ್ತೆಗಳು, ೭-೩೦ ಸುಗಮ ಸಂಗೀತ, ೮-೦೦ ನಾಟಕ, ೯-೦೦ ಚಲನಚಿತ್ರ ಗೀತೆಗಳು, ೧೦-೦೦ ಮುಕ್ತಾಯ, ೧೧-೦೦ ರಾಷ್ಟ್ರೀಯ ಸಂಗೀತ ಸಮ್ಮೇಳನ. (1274, 120, 1454, 398)
tikaloka-text: ♦ದೆಹಲಿಯಲ್ಲಿ ೨೭ ವರ್ಷಗಳ ಬಳಿಕ ಬಿಜೆಪಿ ಅಧಿಕಾರಕ್ಕೆ - ರಾಷ್ಟ್ರ ರಾಜಧಾನಿಯಲ್ಲಿ ಮರಳಿ ಅಧಿಕಾರ ಹಿಡಿದ ಕಮಲ ಪಡೆಯಿಂದ ವಿಜಯೋತ್ಸವ ♦ಯಮುನೆಯಲ್ಲಿ ವಿಷವಿಕ್ಕಿದ್ದಾರೆಂದ ಆಪ್ ನಾಯಕರಿಗೆ ಜನರ ಉತ್ತರ - ಹಾಸ್ಯಾ ಸ್ಯಾಂಪಲ್ ಸುದ್ದಿ (663, 1848, 804, 1985)
programs-col2 (333, 472, 487, 2185)
chitra-item: ಶ್ರೀಹರಿಕಥೆ (550, 1572, 598, 1590)
thought-credit: - ಮುದ್ರಾರಾಕ್ಷಸ (416, 196, 476, 210)
tv-show-desc: ದರ್ಶನ್, ಆರಾಧನಾ, ಶ್ರುತಿ ಇಂದು ರಾತ್ರಿ ೧೦ ಘಂಟೆಗೆ (668, 776, 799, 807)
tv-show-desc: ಅನಂತ್‌ನಾಗ್, ವಿನಯಾಪ್ರಸಾದ್ (672, 831, 794, 845)
ch3-time: ಇಂದು ಮ. ೩ ಘಂಟೆಗೆ (689, 1230, 778, 1244)
programs-col1 (169, 472, 322, 2185)
